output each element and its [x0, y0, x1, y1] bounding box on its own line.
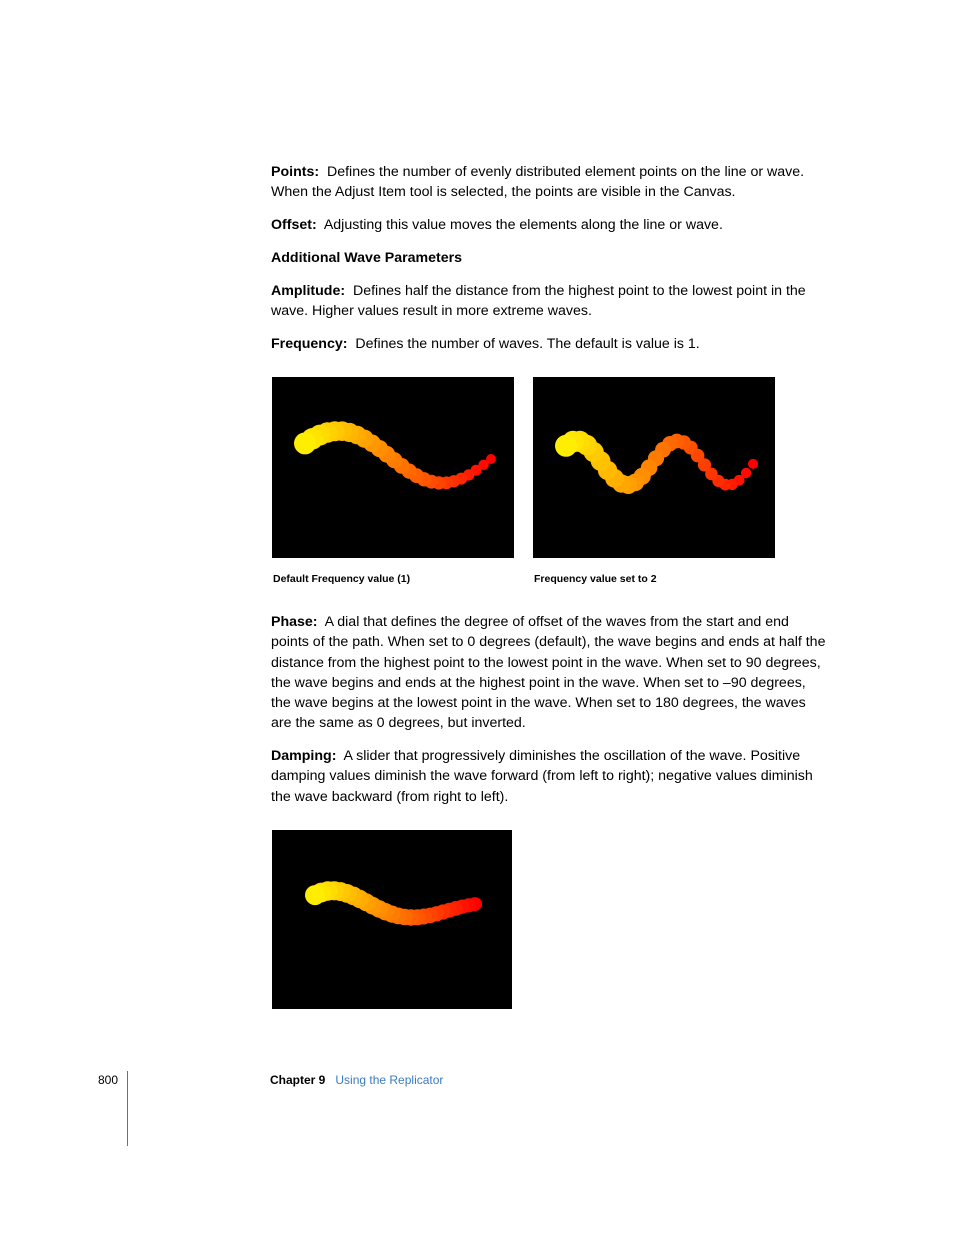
wave-dot [748, 459, 758, 469]
footer-chapter [270, 1073, 443, 1087]
phase-term: Phase: [271, 614, 318, 630]
amplitude-text: Defines half the distance from the highest point to the lowest point in the wave. Higher values result in more extreme waves. [271, 283, 806, 320]
points-paragraph [271, 162, 827, 203]
frequency-term: Frequency: [271, 336, 348, 352]
amplitude-term: Amplitude: [271, 283, 346, 299]
phase-text: A dial that defines the degree of offset of the waves from the start and end points of the path. When set to 0 degrees (default), the wave begins and ends at half the distance from the highest point to the lowest point in the wave. When set to 90 degrees, the wave begins and ends at the highest point in the wave. When set to –90 degrees, the wave begins at the lowest point in the wave. When set to 180 degrees, the waves are the same as 0 degrees, but inverted. [271, 614, 826, 732]
frequency-paragraph [271, 334, 827, 354]
caption-default-frequency: Default Frequency value (1) [273, 573, 411, 585]
points-text: Defines the number of evenly distributed element points on the line or wave. When the Adjust Item tool is selected, the points are visible in the Canvas. [271, 164, 805, 201]
damping-term: Damping: [271, 748, 337, 764]
caption-frequency-2: Frequency value set to 2 [534, 573, 657, 585]
offset-paragraph [271, 215, 827, 235]
wave-image-frequency-2 [533, 377, 775, 558]
wave-dot [305, 885, 325, 905]
damping-paragraph [271, 746, 827, 807]
offset-term: Offset: [271, 217, 317, 233]
figure-frequency-2 [533, 377, 775, 558]
figure-damping [272, 830, 512, 1009]
chapter-label: Chapter 9 [270, 1073, 326, 1087]
wave-dot [555, 435, 577, 457]
amplitude-paragraph [271, 281, 827, 322]
section-heading: Additional Wave Parameters [271, 250, 463, 266]
chapter-title-link[interactable]: Using the Replicator [335, 1073, 444, 1087]
phase-paragraph [271, 612, 827, 734]
points-term: Points: [271, 164, 320, 180]
footer-divider [127, 1071, 128, 1146]
offset-text: Adjusting this value moves the elements along the line or wave. [323, 217, 723, 233]
wave-image-default [272, 377, 514, 558]
figure-default-frequency [272, 377, 514, 558]
page-number: 800 [98, 1073, 119, 1087]
wave-image-damping [272, 830, 512, 1009]
frequency-text: Defines the number of waves. The default is value is 1. [355, 336, 700, 352]
wave-dot [294, 432, 316, 454]
damping-text: A slider that progressively diminishes the oscillation of the wave. Positive damping values diminish the wave forward (from left to right); negative values diminish the wave backward (from right to left). [271, 748, 813, 805]
